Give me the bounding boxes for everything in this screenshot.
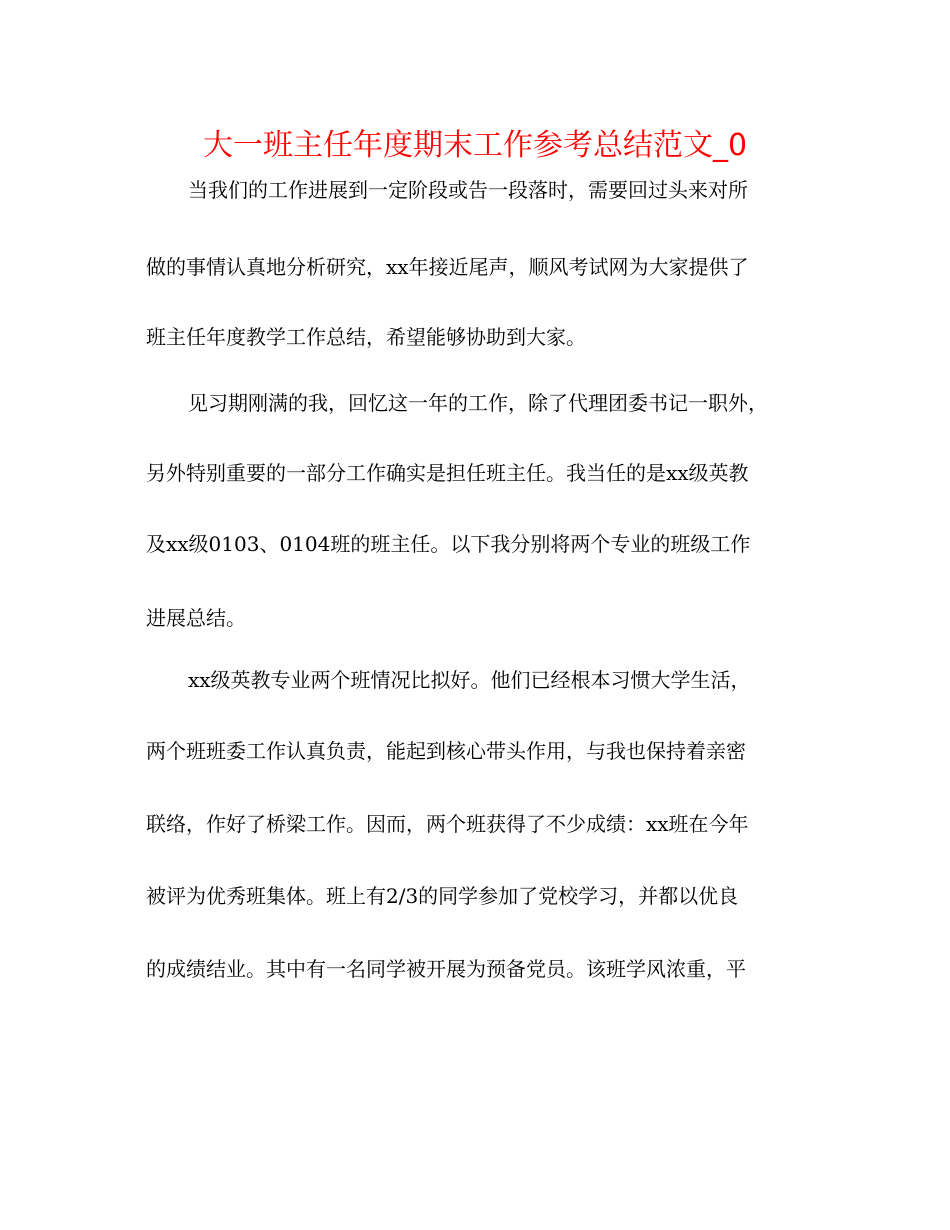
text-line: 当我们的工作进展到一定阶段或告一段落时，需要回过头来对所 <box>188 178 748 202</box>
text-line: xx级英教专业两个班情况比拟好。他们已经根本习惯大学生活， <box>188 668 751 692</box>
text-line: 被评为优秀班集体。班上有2/3的同学参加了党校学习，并都以优良 <box>146 884 739 908</box>
text-line: 联络，作好了桥梁工作。因而，两个班获得了不少成绩：xx班在今年 <box>146 812 749 836</box>
text-line: 的成绩结业。其中有一名同学被开展为预备党员。该班学风浓重，平 <box>146 957 746 981</box>
text-line: 进展总结。 <box>146 606 246 630</box>
text-line: 做的事情认真地分析研究，xx年接近尾声，顺风考试网为大家提供了 <box>146 255 749 279</box>
text-line: 及xx级0103、0104班的班主任。以下我分别将两个专业的班级工作 <box>146 532 751 556</box>
document-title: 大一班主任年度期末工作参考总结范文_0 <box>202 128 748 163</box>
text-line: 两个班班委工作认真负责，能起到核心带头作用，与我也保持着亲密 <box>146 739 746 763</box>
text-line: 见习期刚满的我，回忆这一年的工作，除了代理团委书记一职外， <box>188 391 768 415</box>
text-line: 另外特别重要的一部分工作确实是担任班主任。我当任的是xx级英教 <box>146 461 749 485</box>
text-line: 班主任年度教学工作总结，希望能够协助到大家。 <box>146 325 586 349</box>
